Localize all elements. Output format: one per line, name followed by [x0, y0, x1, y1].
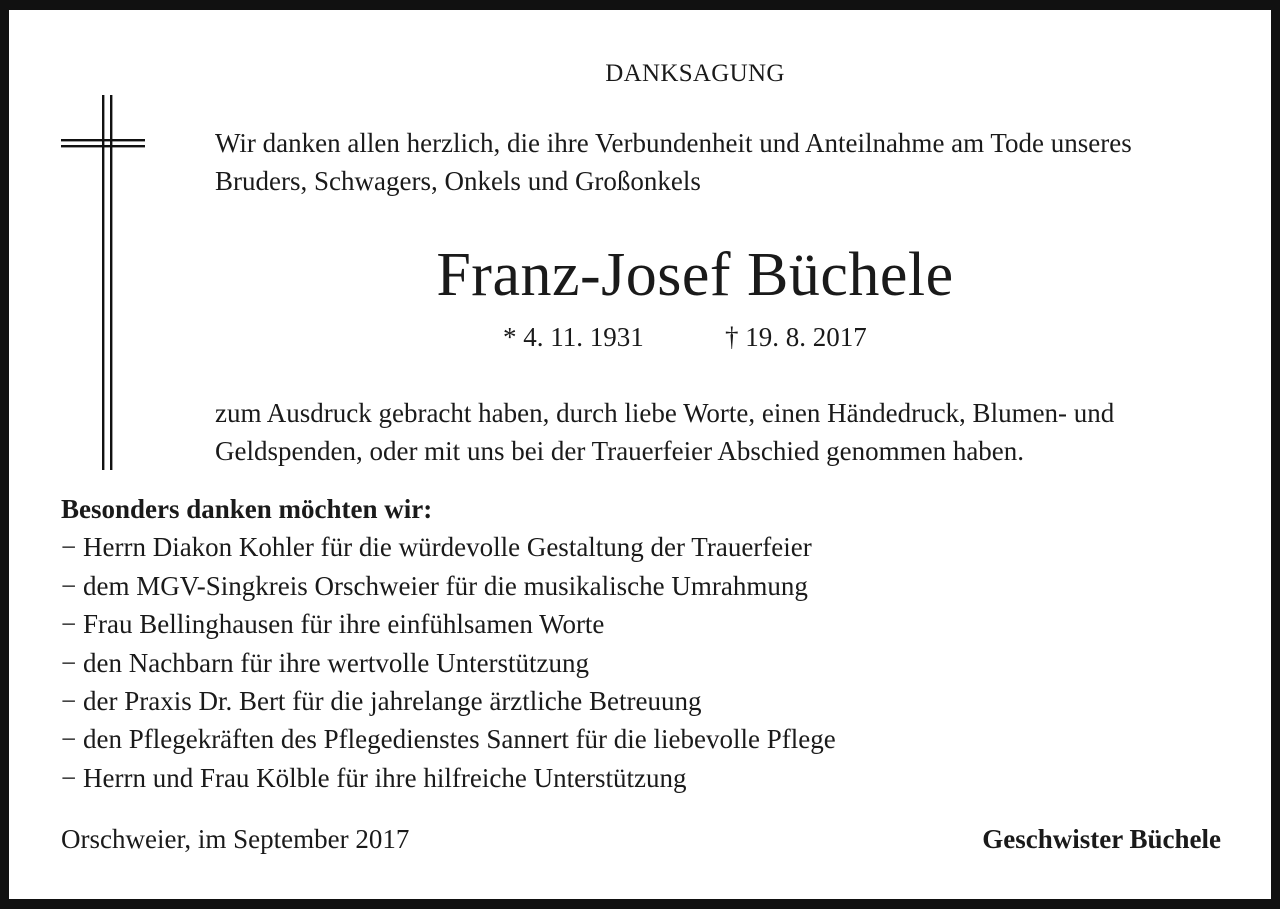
signature: Geschwister Büchele — [982, 824, 1221, 854]
list-item: − Herrn und Frau Kölble für ihre hilfreiche Unterstützung — [61, 762, 687, 793]
death-date: † 19. 8. 2017 — [725, 322, 867, 352]
list-item: − dem MGV-Singkreis Orschweier für die musikalische Umrahmung — [61, 570, 808, 601]
thanks-list — [61, 528, 1241, 797]
list-item: − Frau Bellinghausen für ihre einfühlsamen Worte — [61, 609, 605, 640]
list-item: − Herrn Diakon Kohler für die würdevolle Gestaltung der Trauerfeier — [61, 532, 812, 563]
special-thanks — [61, 490, 1241, 797]
intro-line-1: Wir danken allen herzlich, die ihre Verbundenheit und Anteilnahme am Tode unseres — [215, 128, 1132, 158]
intro-text — [215, 124, 1255, 200]
deceased-name: Franz-Josef Büchele — [436, 241, 954, 309]
notice-heading: DANKSAGUNG — [605, 60, 785, 87]
list-item: − den Pflegekräften des Pflegedienstes Sannert für die liebevolle Pflege — [61, 724, 836, 755]
birth-date: * 4. 11. 1931 — [503, 322, 644, 352]
body-text — [215, 394, 1255, 470]
list-item: − der Praxis Dr. Bert für die jahrelange ärztliche Betreuung — [61, 686, 702, 717]
intro-line-2: Bruders, Schwagers, Onkels und Großonkels — [215, 166, 701, 196]
special-thanks-heading: Besonders danken möchten wir: — [61, 494, 433, 524]
body-line-1: zum Ausdruck gebracht haben, durch liebe Worte, einen Händedruck, Blumen- und — [215, 398, 1115, 428]
body-line-2: Geldspenden, oder mit uns bei der Trauerfeier Abschied genommen haben. — [215, 436, 1025, 466]
place-and-date: Orschweier, im September 2017 — [61, 824, 410, 854]
list-item: − den Nachbarn für ihre wertvolle Unterstützung — [61, 647, 590, 678]
